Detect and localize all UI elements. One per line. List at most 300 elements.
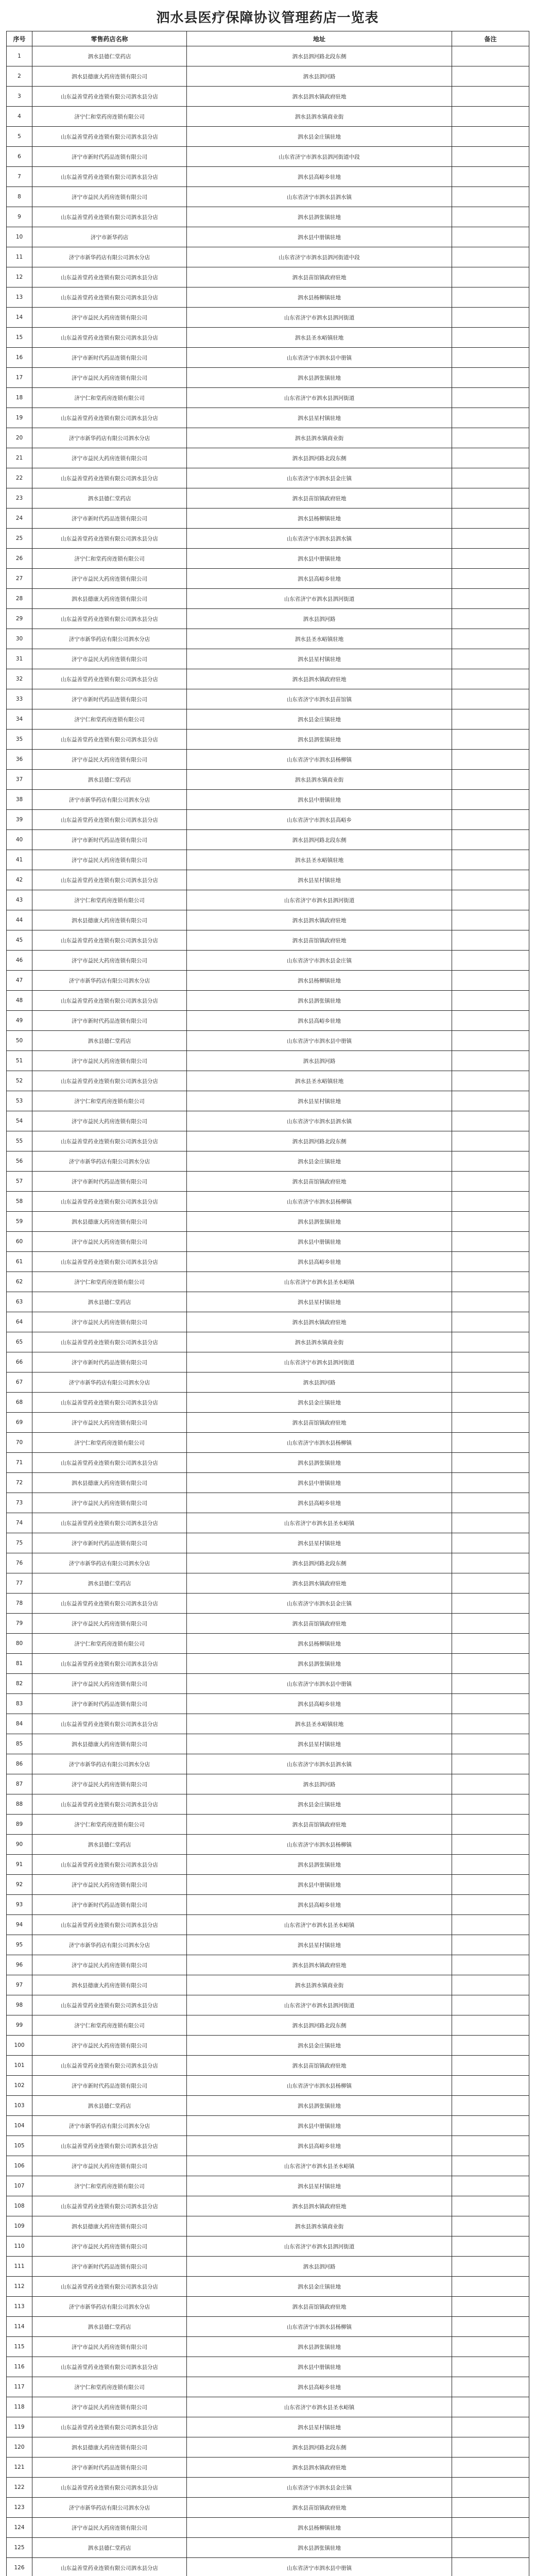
pharmacy-address: 泗水县泗张镇驻地	[187, 1212, 452, 1232]
row-index: 53	[7, 1091, 32, 1111]
remark-cell	[452, 1332, 529, 1352]
remark-cell	[452, 1654, 529, 1674]
pharmacy-address: 泗水县星村镇驻地	[187, 1734, 452, 1754]
row-index: 74	[7, 1513, 32, 1533]
pharmacy-name: 济宁市益民大药房连锁有限公司	[32, 2156, 187, 2176]
table-row	[7, 1453, 529, 1473]
pharmacy-name: 济宁市新华药店有限公司泗水分店	[32, 247, 187, 267]
table-row	[7, 549, 529, 569]
remark-cell	[452, 951, 529, 971]
remark-cell	[452, 1634, 529, 1654]
pharmacy-address: 泗水县圣水峪镇驻地	[187, 629, 452, 649]
header-remark: 备注	[452, 31, 529, 46]
pharmacy-name: 济宁仁和堂药房连锁有限公司	[32, 2015, 187, 2036]
row-index: 113	[7, 2297, 32, 2317]
table-row	[7, 2096, 529, 2116]
table-row	[7, 1634, 529, 1654]
pharmacy-address: 泗水县泗张镇驻地	[187, 1855, 452, 1875]
table-row	[7, 408, 529, 428]
remark-cell	[452, 1051, 529, 1071]
pharmacy-address: 泗水县苗馆镇政府驻地	[187, 1614, 452, 1634]
pharmacy-name: 济宁市益民大药房连锁有限公司	[32, 1232, 187, 1252]
row-index: 15	[7, 328, 32, 348]
row-index: 89	[7, 1815, 32, 1835]
table-row	[7, 1433, 529, 1453]
pharmacy-address: 泗水县中册镇驻地	[187, 2116, 452, 2136]
pharmacy-name: 山东益善堂药业连锁有限公司泗水县分店	[32, 1714, 187, 1734]
pharmacy-name: 泗水县德康大药房连锁有限公司	[32, 910, 187, 930]
pharmacy-name: 山东益善堂药业连锁有限公司泗水县分店	[32, 468, 187, 488]
pharmacy-name: 山东益善堂药业连锁有限公司泗水县分店	[32, 87, 187, 107]
table-row	[7, 870, 529, 890]
remark-cell	[452, 1312, 529, 1332]
pharmacy-name: 山东益善堂药业连锁有限公司泗水县分店	[32, 1252, 187, 1272]
pharmacy-address: 泗水县苗馆镇政府驻地	[187, 2297, 452, 2317]
pharmacy-address: 泗水县杨柳镇驻地	[187, 2518, 452, 2538]
row-index: 99	[7, 2015, 32, 2036]
pharmacy-name: 泗水县德康大药房连锁有限公司	[32, 1473, 187, 1493]
pharmacy-address: 泗水县泗水镇商业街	[187, 770, 452, 790]
remark-cell	[452, 890, 529, 910]
row-index: 21	[7, 448, 32, 468]
pharmacy-table	[6, 31, 529, 2576]
pharmacy-name: 山东益善堂药业连锁有限公司泗水县分店	[32, 1654, 187, 1674]
pharmacy-name: 山东益善堂药业连锁有限公司泗水县分店	[32, 669, 187, 689]
table-row	[7, 2156, 529, 2176]
table-row	[7, 1594, 529, 1614]
pharmacy-name: 济宁仁和堂药房连锁有限公司	[32, 1272, 187, 1292]
pharmacy-address: 泗水县泗水镇政府驻地	[187, 1312, 452, 1332]
table-row	[7, 810, 529, 830]
pharmacy-name: 济宁仁和堂药房连锁有限公司	[32, 2377, 187, 2397]
remark-cell	[452, 2116, 529, 2136]
pharmacy-name: 济宁市益民大药房连锁有限公司	[32, 1111, 187, 1131]
table-row	[7, 1372, 529, 1393]
pharmacy-address: 山东省济宁市泗水县中册镇	[187, 1674, 452, 1694]
table-row	[7, 1674, 529, 1694]
row-index: 119	[7, 2417, 32, 2437]
pharmacy-name: 山东益善堂药业连锁有限公司泗水县分店	[32, 529, 187, 549]
table-row	[7, 2015, 529, 2036]
table-row	[7, 1051, 529, 1071]
remark-cell	[452, 1774, 529, 1794]
remark-cell	[452, 750, 529, 770]
pharmacy-address: 泗水县星村镇驻地	[187, 649, 452, 669]
remark-cell	[452, 448, 529, 468]
table-row	[7, 669, 529, 689]
pharmacy-address: 泗水县中册镇驻地	[187, 549, 452, 569]
row-index: 54	[7, 1111, 32, 1131]
pharmacy-name: 济宁市新时代药品连锁有限公司	[32, 1533, 187, 1553]
pharmacy-name: 山东益善堂药业连锁有限公司泗水县分店	[32, 2478, 187, 2498]
table-row	[7, 1131, 529, 1151]
row-index: 12	[7, 267, 32, 287]
remark-cell	[452, 2176, 529, 2196]
remark-cell	[452, 1995, 529, 2015]
table-row	[7, 247, 529, 267]
table-row	[7, 1212, 529, 1232]
row-index: 66	[7, 1352, 32, 1372]
remark-cell	[452, 2377, 529, 2397]
pharmacy-name: 济宁市新华药店有限公司泗水分店	[32, 428, 187, 448]
pharmacy-name: 济宁市益民大药房连锁有限公司	[32, 850, 187, 870]
row-index: 83	[7, 1694, 32, 1714]
table-row	[7, 1011, 529, 1031]
pharmacy-address: 泗水县泗张镇驻地	[187, 730, 452, 750]
remark-cell	[452, 2518, 529, 2538]
remark-cell	[452, 2076, 529, 2096]
pharmacy-name: 山东益善堂药业连锁有限公司泗水县分店	[32, 167, 187, 187]
pharmacy-name: 山东益善堂药业连锁有限公司泗水县分店	[32, 609, 187, 629]
table-row	[7, 46, 529, 66]
pharmacy-name: 泗水县德康大药房连锁有限公司	[32, 2437, 187, 2458]
table-row	[7, 1232, 529, 1252]
remark-cell	[452, 1352, 529, 1372]
remark-cell	[452, 87, 529, 107]
pharmacy-name: 济宁市新时代药品连锁有限公司	[32, 1694, 187, 1714]
pharmacy-name: 泗水县德康大药房连锁有限公司	[32, 66, 187, 87]
row-index: 117	[7, 2377, 32, 2397]
pharmacy-name: 山东益善堂药业连锁有限公司泗水县分店	[32, 2558, 187, 2576]
table-row	[7, 790, 529, 810]
pharmacy-address: 泗水县泗河路	[187, 2257, 452, 2277]
remark-cell	[452, 1694, 529, 1714]
pharmacy-address: 山东省济宁市泗水县杨柳镇	[187, 2076, 452, 2096]
pharmacy-name: 济宁市益民大药房连锁有限公司	[32, 368, 187, 388]
pharmacy-address: 泗水县泗水镇商业街	[187, 1975, 452, 1995]
pharmacy-name: 济宁市新华药店有限公司泗水分店	[32, 1935, 187, 1955]
pharmacy-address: 泗水县泗水镇政府驻地	[187, 2196, 452, 2216]
row-index: 51	[7, 1051, 32, 1071]
row-index: 93	[7, 1895, 32, 1915]
remark-cell	[452, 2357, 529, 2377]
remark-cell	[452, 1192, 529, 1212]
table-row	[7, 2417, 529, 2437]
pharmacy-name: 山东益善堂药业连锁有限公司泗水县分店	[32, 1915, 187, 1935]
row-index: 32	[7, 669, 32, 689]
remark-cell	[452, 1714, 529, 1734]
pharmacy-name: 济宁市益民大药房连锁有限公司	[32, 1312, 187, 1332]
table-row	[7, 1332, 529, 1352]
pharmacy-name: 山东益善堂药业连锁有限公司泗水县分店	[32, 2357, 187, 2377]
pharmacy-address: 泗水县苗馆镇政府驻地	[187, 1413, 452, 1433]
remark-cell	[452, 227, 529, 247]
remark-cell	[452, 1111, 529, 1131]
table-row	[7, 850, 529, 870]
remark-cell	[452, 348, 529, 368]
remark-cell	[452, 569, 529, 589]
pharmacy-name: 济宁市新时代药品连锁有限公司	[32, 689, 187, 709]
pharmacy-address: 泗水县杨柳镇驻地	[187, 287, 452, 308]
table-row	[7, 1614, 529, 1634]
pharmacy-address: 泗水县苗馆镇政府驻地	[187, 267, 452, 287]
table-row	[7, 87, 529, 107]
pharmacy-name: 山东益善堂药业连锁有限公司泗水县分店	[32, 1332, 187, 1352]
table-row	[7, 589, 529, 609]
row-index: 47	[7, 971, 32, 991]
pharmacy-name: 济宁市益民大药房连锁有限公司	[32, 448, 187, 468]
remark-cell	[452, 910, 529, 930]
table-row	[7, 2297, 529, 2317]
pharmacy-name: 山东益善堂药业连锁有限公司泗水县分店	[32, 1192, 187, 1212]
remark-cell	[452, 830, 529, 850]
remark-cell	[452, 187, 529, 207]
table-row	[7, 2437, 529, 2458]
pharmacy-address: 泗水县苗馆镇政府驻地	[187, 2498, 452, 2518]
pharmacy-name: 济宁市益民大药房连锁有限公司	[32, 750, 187, 770]
remark-cell	[452, 2136, 529, 2156]
row-index: 62	[7, 1272, 32, 1292]
row-index: 125	[7, 2538, 32, 2558]
header-name: 零售药店名称	[32, 31, 187, 46]
pharmacy-address: 泗水县星村镇驻地	[187, 1292, 452, 1312]
row-index: 78	[7, 1594, 32, 1614]
table-row	[7, 689, 529, 709]
pharmacy-name: 山东益善堂药业连锁有限公司泗水县分店	[32, 1071, 187, 1091]
remark-cell	[452, 2277, 529, 2297]
pharmacy-name: 济宁市新华药店有限公司泗水分店	[32, 1754, 187, 1774]
remark-cell	[452, 1594, 529, 1614]
row-index: 85	[7, 1734, 32, 1754]
pharmacy-address: 泗水县泗水镇政府驻地	[187, 910, 452, 930]
remark-cell	[452, 2437, 529, 2458]
table-row	[7, 2277, 529, 2297]
pharmacy-address: 泗水县泗河路	[187, 66, 452, 87]
row-index: 75	[7, 1533, 32, 1553]
pharmacy-name: 济宁市益民大药房连锁有限公司	[32, 1614, 187, 1634]
pharmacy-name: 济宁仁和堂药房连锁有限公司	[32, 1634, 187, 1654]
row-index: 90	[7, 1835, 32, 1855]
row-index: 64	[7, 1312, 32, 1332]
pharmacy-name: 山东益善堂药业连锁有限公司泗水县分店	[32, 1513, 187, 1533]
remark-cell	[452, 770, 529, 790]
remark-cell	[452, 2096, 529, 2116]
row-index: 8	[7, 187, 32, 207]
pharmacy-name: 山东益善堂药业连锁有限公司泗水县分店	[32, 1453, 187, 1473]
pharmacy-address: 泗水县星村镇驻地	[187, 2176, 452, 2196]
remark-cell	[452, 1011, 529, 1031]
pharmacy-name: 济宁市新华药店有限公司泗水分店	[32, 1151, 187, 1172]
pharmacy-address: 泗水县星村镇驻地	[187, 2417, 452, 2437]
remark-cell	[452, 2538, 529, 2558]
row-index: 25	[7, 529, 32, 549]
row-index: 73	[7, 1493, 32, 1513]
row-index: 72	[7, 1473, 32, 1493]
row-index: 59	[7, 1212, 32, 1232]
row-index: 60	[7, 1232, 32, 1252]
remark-cell	[452, 689, 529, 709]
remark-cell	[452, 730, 529, 750]
row-index: 28	[7, 589, 32, 609]
pharmacy-name: 济宁仁和堂药房连锁有限公司	[32, 388, 187, 408]
pharmacy-address: 泗水县高峪乡驻地	[187, 167, 452, 187]
remark-cell	[452, 388, 529, 408]
table-row	[7, 1935, 529, 1955]
remark-cell	[452, 2317, 529, 2337]
remark-cell	[452, 2297, 529, 2317]
pharmacy-address: 山东省济宁市泗水县杨柳镇	[187, 750, 452, 770]
pharmacy-name: 济宁市益民大药房连锁有限公司	[32, 2337, 187, 2357]
row-index: 7	[7, 167, 32, 187]
pharmacy-address: 泗水县金庄镇驻地	[187, 1151, 452, 1172]
remark-cell	[452, 1372, 529, 1393]
pharmacy-address: 山东省济宁市泗水县苗馆镇	[187, 689, 452, 709]
row-index: 94	[7, 1915, 32, 1935]
pharmacy-address: 泗水县高峪乡驻地	[187, 1011, 452, 1031]
remark-cell	[452, 1232, 529, 1252]
row-index: 13	[7, 287, 32, 308]
remark-cell	[452, 1815, 529, 1835]
pharmacy-address: 泗水县泗河路北段东侧	[187, 2015, 452, 2036]
table-row	[7, 2036, 529, 2056]
table-row	[7, 569, 529, 589]
pharmacy-name: 山东益善堂药业连锁有限公司泗水县分店	[32, 810, 187, 830]
pharmacy-name: 山东益善堂药业连锁有限公司泗水县分店	[32, 1393, 187, 1413]
pharmacy-address: 泗水县高峪乡驻地	[187, 569, 452, 589]
row-index: 123	[7, 2498, 32, 2518]
remark-cell	[452, 2478, 529, 2498]
pharmacy-address: 泗水县泗河路北段东侧	[187, 1553, 452, 1573]
row-index: 61	[7, 1252, 32, 1272]
table-row	[7, 1151, 529, 1172]
table-row	[7, 629, 529, 649]
pharmacy-name: 泗水县德康大药房连锁有限公司	[32, 1212, 187, 1232]
table-row	[7, 127, 529, 147]
table-row	[7, 1071, 529, 1091]
table-row	[7, 147, 529, 167]
remark-cell	[452, 1513, 529, 1533]
pharmacy-address: 泗水县中册镇驻地	[187, 227, 452, 247]
table-row	[7, 1895, 529, 1915]
row-index: 57	[7, 1172, 32, 1192]
remark-cell	[452, 267, 529, 287]
remark-cell	[452, 468, 529, 488]
table-row	[7, 1292, 529, 1312]
row-index: 14	[7, 308, 32, 328]
pharmacy-address: 泗水县苗馆镇政府驻地	[187, 1815, 452, 1835]
pharmacy-address: 泗水县高峪乡驻地	[187, 1694, 452, 1714]
pharmacy-name: 泗水县德仁堂药店	[32, 1292, 187, 1312]
pharmacy-name: 泗水县德康大药房连锁有限公司	[32, 1975, 187, 1995]
row-index: 65	[7, 1332, 32, 1352]
row-index: 101	[7, 2056, 32, 2076]
row-index: 76	[7, 1553, 32, 1573]
row-index: 39	[7, 810, 32, 830]
pharmacy-name: 济宁市新时代药品连锁有限公司	[32, 147, 187, 167]
remark-cell	[452, 2196, 529, 2216]
remark-cell	[452, 1895, 529, 1915]
remark-cell	[452, 529, 529, 549]
remark-cell	[452, 1573, 529, 1594]
row-index: 71	[7, 1453, 32, 1473]
pharmacy-address: 山东省济宁市泗水县高峪乡	[187, 810, 452, 830]
pharmacy-name: 山东益善堂药业连锁有限公司泗水县分店	[32, 207, 187, 227]
pharmacy-name: 泗水县德仁堂药店	[32, 770, 187, 790]
pharmacy-address: 泗水县星村镇驻地	[187, 408, 452, 428]
remark-cell	[452, 2156, 529, 2176]
table-row	[7, 1855, 529, 1875]
remark-cell	[452, 2558, 529, 2576]
pharmacy-address: 山东省济宁市泗水县泗河街道中段	[187, 147, 452, 167]
row-index: 49	[7, 1011, 32, 1031]
remark-cell	[452, 669, 529, 689]
pharmacy-name: 山东益善堂药业连锁有限公司泗水县分店	[32, 2277, 187, 2297]
pharmacy-name: 泗水县德仁堂药店	[32, 2317, 187, 2337]
table-row	[7, 2397, 529, 2417]
pharmacy-address: 泗水县中册镇驻地	[187, 1875, 452, 1895]
table-row	[7, 1352, 529, 1372]
pharmacy-name: 山东益善堂药业连锁有限公司泗水县分店	[32, 287, 187, 308]
remark-cell	[452, 549, 529, 569]
row-index: 50	[7, 1031, 32, 1051]
remark-cell	[452, 428, 529, 448]
pharmacy-address: 泗水县金庄镇驻地	[187, 2036, 452, 2056]
row-index: 86	[7, 1754, 32, 1774]
pharmacy-address: 泗水县泗水镇商业街	[187, 428, 452, 448]
remark-cell	[452, 408, 529, 428]
pharmacy-address: 山东省济宁市泗水县金庄镇	[187, 951, 452, 971]
pharmacy-address: 泗水县泗水镇政府驻地	[187, 87, 452, 107]
row-index: 126	[7, 2558, 32, 2576]
row-index: 110	[7, 2236, 32, 2257]
row-index: 36	[7, 750, 32, 770]
pharmacy-name: 山东益善堂药业连锁有限公司泗水县分店	[32, 1131, 187, 1151]
row-index: 91	[7, 1855, 32, 1875]
pharmacy-name: 济宁仁和堂药房连锁有限公司	[32, 709, 187, 730]
remark-cell	[452, 609, 529, 629]
table-row	[7, 2518, 529, 2538]
remark-cell	[452, 649, 529, 669]
table-row	[7, 308, 529, 328]
row-index: 79	[7, 1614, 32, 1634]
pharmacy-name: 济宁市新时代药品连锁有限公司	[32, 348, 187, 368]
pharmacy-address: 泗水县金庄镇驻地	[187, 1794, 452, 1815]
row-index: 103	[7, 2096, 32, 2116]
row-index: 124	[7, 2518, 32, 2538]
pharmacy-address: 泗水县中册镇驻地	[187, 1473, 452, 1493]
pharmacy-name: 济宁市益民大药房连锁有限公司	[32, 1493, 187, 1513]
remark-cell	[452, 1553, 529, 1573]
table-row	[7, 529, 529, 549]
pharmacy-address: 泗水县星村镇驻地	[187, 1091, 452, 1111]
table-row	[7, 2176, 529, 2196]
row-index: 20	[7, 428, 32, 448]
pharmacy-address: 泗水县杨柳镇驻地	[187, 509, 452, 529]
remark-cell	[452, 1413, 529, 1433]
row-index: 23	[7, 488, 32, 509]
remark-cell	[452, 790, 529, 810]
table-row	[7, 1513, 529, 1533]
row-index: 88	[7, 1794, 32, 1815]
row-index: 4	[7, 107, 32, 127]
pharmacy-name: 泗水县德康大药房连锁有限公司	[32, 1734, 187, 1754]
table-header-row	[7, 31, 529, 46]
row-index: 107	[7, 2176, 32, 2196]
remark-cell	[452, 207, 529, 227]
pharmacy-name: 济宁仁和堂药房连锁有限公司	[32, 549, 187, 569]
row-index: 11	[7, 247, 32, 267]
pharmacy-name: 济宁市新华药店有限公司泗水分店	[32, 629, 187, 649]
remark-cell	[452, 629, 529, 649]
pharmacy-address: 泗水县星村镇驻地	[187, 1935, 452, 1955]
pharmacy-name: 济宁市益民大药房连锁有限公司	[32, 187, 187, 207]
table-row	[7, 609, 529, 629]
pharmacy-name: 济宁市新华药店有限公司泗水分店	[32, 1553, 187, 1573]
pharmacy-name: 泗水县德仁堂药店	[32, 488, 187, 509]
table-row	[7, 2357, 529, 2377]
remark-cell	[452, 1754, 529, 1774]
pharmacy-name: 济宁市新时代药品连锁有限公司	[32, 830, 187, 850]
